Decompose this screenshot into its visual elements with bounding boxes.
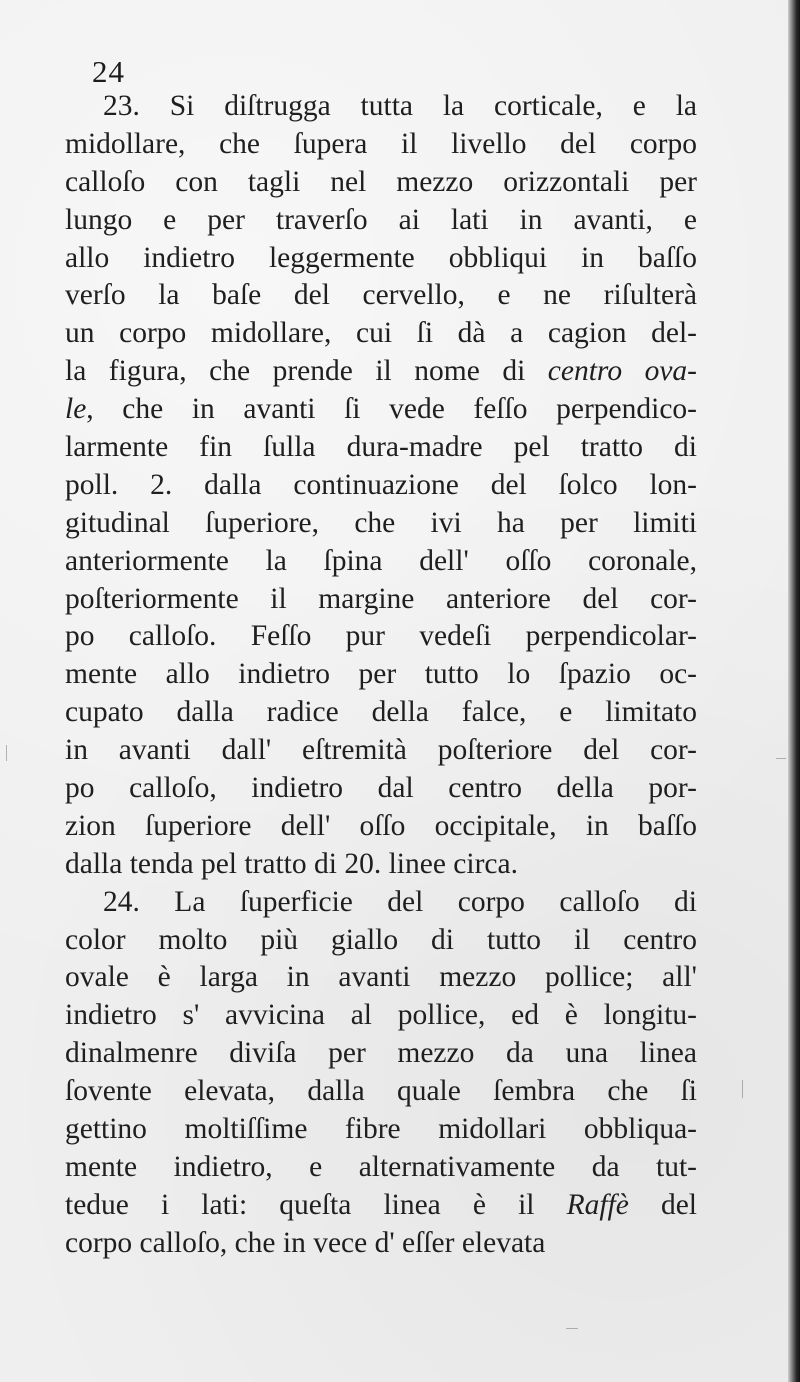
text-line-8: [65, 353, 697, 391]
page-edge-shadow: [788, 0, 800, 1382]
paper-mark: [566, 1328, 578, 1329]
text-line-14: poſteriormente il margine anteriore del cor-: [65, 582, 697, 615]
text-line-1: 23. Si diſtrugga tutta la corticale, e la: [103, 90, 697, 122]
text-line-29: mente indietro, e alternativamente da tut-: [65, 1150, 697, 1183]
text-line-4: lungo e per traverſo ai lati in avanti, e: [65, 203, 697, 236]
text-line-18: in avanti dall' eſtremità poſteriore del cor-: [65, 734, 697, 767]
text-line-17: cupato dalla radice della falce, e limitato: [65, 696, 697, 729]
text-line-13: anteriormente la ſpina dell' oſſo coronale,: [65, 544, 697, 577]
text-line-30: [65, 1187, 697, 1225]
text-line-30-roman: tedue i lati: queſta linea è il: [65, 1188, 535, 1221]
text-line-25: indietro s' avvicina al pollice, ed è longitu-: [65, 999, 697, 1032]
text-line-27: ſovente elevata, dalla quale ſembra che ſi: [65, 1075, 697, 1108]
text-line-30-end: del: [660, 1188, 698, 1221]
text-line-2: midollare, che ſupera il livello del corpo: [65, 127, 697, 160]
italic-term-raffe: Raffè: [566, 1188, 629, 1221]
text-line-20: zion ſuperiore dell' oſſo occipitale, in baſſo: [65, 809, 697, 842]
italic-term-le: le: [65, 393, 87, 426]
text-line-31: corpo calloſo, che in vece d' eſſer elevata: [65, 1226, 546, 1259]
text-line-3: calloſo con tagli nel mezzo orizzontali per: [65, 165, 697, 198]
page-number: 24: [92, 54, 125, 89]
paper-mark: [6, 745, 7, 761]
text-line-8-roman: la figura, che prende il nome di: [65, 355, 526, 388]
text-line-22: 24. La ſuperficie del corpo calloſo di: [103, 885, 697, 918]
text-line-28: gettino moltiſſime fibre midollari obbliqua-: [65, 1113, 697, 1146]
text-line-9: [65, 391, 697, 429]
text-line-11: poll. 2. dalla continuazione del ſolco lon-: [65, 468, 697, 501]
page-body: [65, 88, 697, 1263]
text-line-6: verſo la baſe del cervello, e ne riſulterà: [65, 279, 697, 312]
text-line-19: po calloſo, indietro dal centro della por-: [65, 772, 697, 805]
text-line-23: color molto più giallo di tutto il centro: [65, 923, 697, 956]
italic-term-centro-ovale: centro ova-: [547, 355, 697, 388]
text-line-10: larmente fin ſulla dura-madre pel tratto di: [65, 431, 697, 464]
text-line-9-roman: , che in avanti ſi vede feſſo perpendico-: [86, 393, 697, 426]
text-line-16: mente allo indietro per tutto lo ſpazio oc-: [65, 658, 697, 691]
text-line-26: dinalmenre diviſa per mezzo da una linea: [65, 1037, 697, 1070]
paper-mark: [776, 758, 786, 759]
text-line-24: ovale è larga in avanti mezzo pollice; all': [65, 961, 697, 994]
text-line-12: gitudinal ſuperiore, che ivi ha per limiti: [65, 506, 697, 539]
text-line-5: allo indietro leggermente obbliqui in baſſo: [65, 241, 697, 274]
text-line-15: po calloſo. Feſſo pur vedeſi perpendicolar-: [65, 620, 697, 653]
paper-mark: [742, 1080, 743, 1098]
text-line-7: un corpo midollare, cui ſi dà a cagion del-: [65, 317, 697, 350]
text-line-21: dalla tenda pel tratto di 20. linee circa.: [65, 847, 518, 880]
